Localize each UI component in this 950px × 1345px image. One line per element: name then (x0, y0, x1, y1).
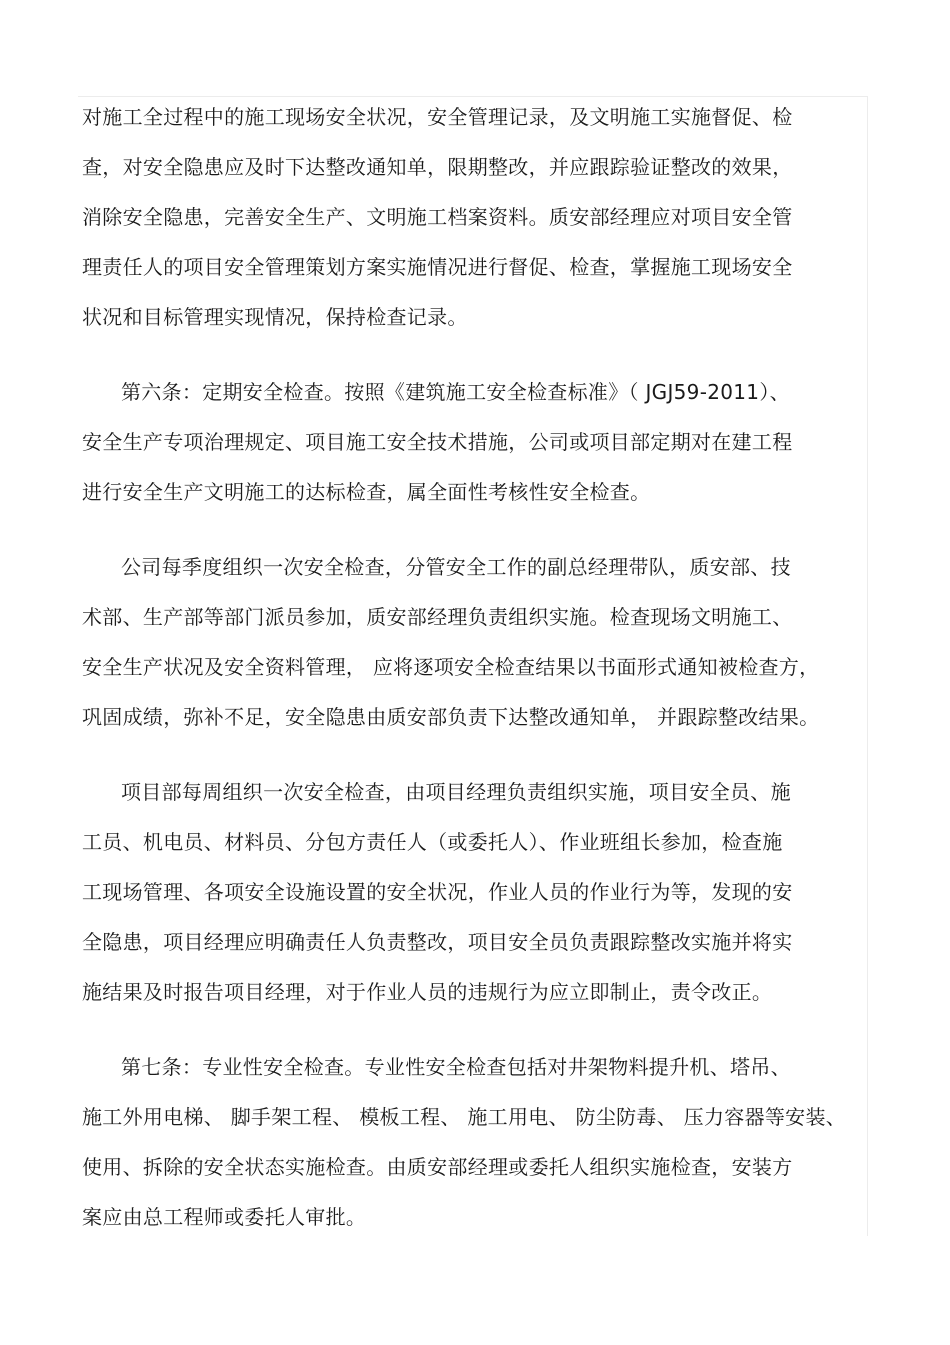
paragraph-3-line-1: 公司每季度组织一次安全检查，分管安全工作的副总经理带队，质安部、技 (121, 555, 791, 579)
paragraph-4-line-4: 全隐患，项目经理应明确责任人负责整改，项目安全员负责跟踪整改实施并将实 (82, 930, 793, 954)
paragraph-5-line-1: 第七条：专业性安全检查。专业性安全检查包括对井架物料提升机、塔吊、 (121, 1055, 791, 1079)
paragraph-4-line-5: 施结果及时报告项目经理，对于作业人员的违规行为应立即制止，责令改正。 (82, 980, 773, 1004)
paragraph-4-line-2: 工员、机电员、材料员、分包方责任人（或委托人）、作业班组长参加，检查施 (82, 830, 783, 854)
paragraph-1-line-3: 消除安全隐患，完善安全生产、文明施工档案资料。质安部经理应对项目安全管 (82, 205, 793, 229)
paragraph-5-line-3: 使用、拆除的安全状态实施检查。由质安部经理或委托人组织实施检查，安装方 (82, 1155, 793, 1179)
paragraph-5-line-2: 施工外用电梯、 脚手架工程、 模板工程、 施工用电、 防尘防毒、 压力容器等安装、 (82, 1105, 847, 1129)
paragraph-3-line-3: 安全生产状况及安全资料管理， 应将逐项安全检查结果以书面形式通知被检查方， (82, 655, 820, 679)
paragraph-1-line-5: 状况和目标管理实现情况，保持检查记录。 (82, 305, 468, 329)
paragraph-3-line-4: 巩固成绩，弥补不足，安全隐患由质安部负责下达整改通知单， 并跟踪整改结果。 (82, 705, 820, 729)
paragraph-2-line-1: 第六条：定期安全检查。按照《建筑施工安全检查标准》（ JGJ59-2011）、 (121, 380, 790, 404)
paragraph-1-line-1: 对施工全过程中的施工现场安全状况，安全管理记录，及文明施工实施督促、检 (82, 105, 793, 129)
paragraph-1-line-2: 查，对安全隐患应及时下达整改通知单，限期整改，并应跟踪验证整改的效果， (82, 155, 793, 179)
paragraph-4-line-1: 项目部每周组织一次安全检查，由项目经理负责组织实施，项目安全员、施 (121, 780, 791, 804)
paragraph-3-line-2: 术部、生产部等部门派员参加，质安部经理负责组织实施。检查现场文明施工、 (82, 605, 793, 629)
paragraph-5-line-4: 案应由总工程师或委托人审批。 (82, 1205, 367, 1229)
paragraph-2-line-2: 安全生产专项治理规定、项目施工安全技术措施，公司或项目部定期对在建工程 (82, 430, 793, 454)
paragraph-4-line-3: 工现场管理、各项安全设施设置的安全状况，作业人员的作业行为等，发现的安 (82, 880, 793, 904)
paragraph-2-line-3: 进行安全生产文明施工的达标检查，属全面性考核性安全检查。 (82, 480, 651, 504)
paragraph-1-line-4: 理责任人的项目安全管理策划方案实施情况进行督促、检查，掌握施工现场安全 (82, 255, 793, 279)
